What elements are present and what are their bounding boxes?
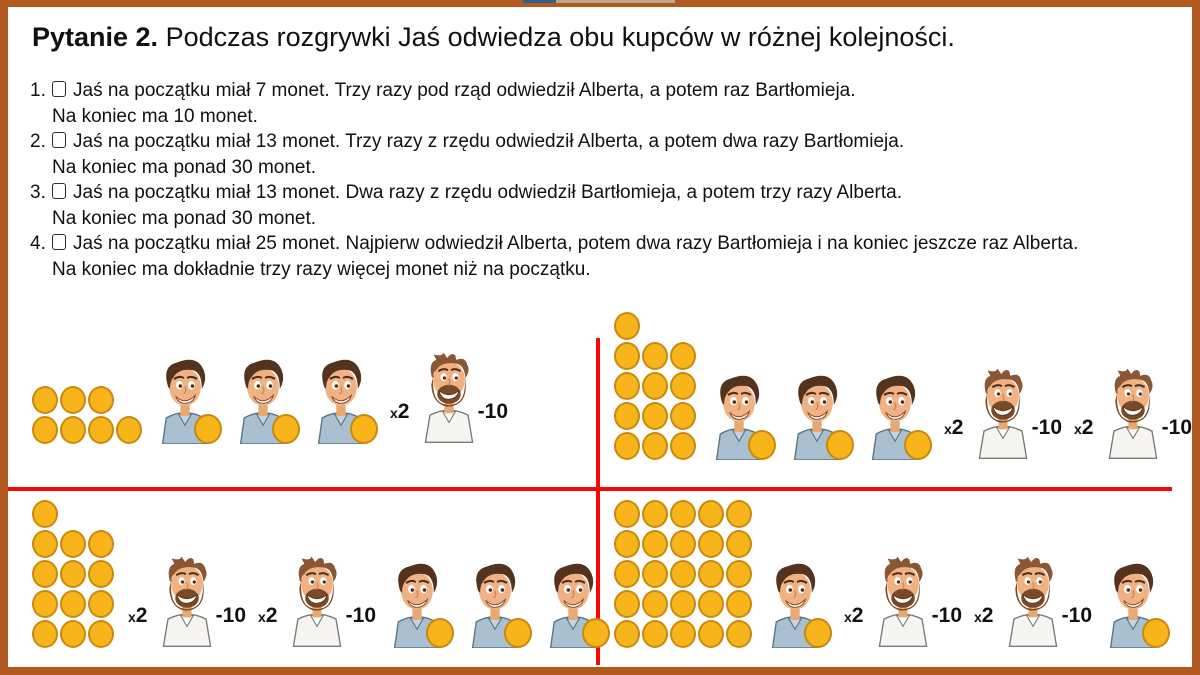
statement-list [30,78,1170,282]
multiplier-label [1074,418,1093,439]
multiplier-prefix: x [390,405,398,421]
albert-figure [710,374,768,460]
coin-icon [582,618,610,648]
bartek-figure [944,366,1062,460]
coin-icon [670,500,696,528]
coin-icon [1142,618,1170,648]
coin-icon [88,560,114,588]
coin-icon [32,620,58,648]
bartek-figure [128,554,246,648]
coin-icon [642,402,668,430]
bartek-illustration [158,554,216,648]
coin-row [32,500,114,528]
coin-row [32,620,114,648]
list-item [30,129,1170,180]
question-number: Pytanie 2. [32,22,159,52]
coin-icon [698,560,724,588]
coin-icon [670,402,696,430]
list-item [30,180,1170,231]
coin-icon [670,432,696,460]
coin-row [32,590,114,618]
quadrant-top-right [614,312,1192,460]
multiplier-value: 2 [397,400,410,423]
coin-icon [614,560,640,588]
coin-icon [60,590,86,618]
coin-icon [614,432,640,460]
multiplier-prefix: x [128,609,136,625]
coin-icon [726,620,752,648]
albert-figure [312,358,370,444]
quadrant-top-left [32,350,508,444]
coin-icon [32,386,58,414]
bartek-figure [1074,366,1192,460]
bartek-figure [258,554,376,648]
bartek-illustration [420,350,478,444]
coin-icon [726,560,752,588]
coin-icon [60,530,86,558]
coin-row [614,402,696,430]
coin-icon [614,530,640,558]
coin-icon [60,620,86,648]
coin-icon [670,620,696,648]
bartek-figure [844,554,962,648]
multiplier-value: 2 [851,604,864,627]
coin-icon [614,372,640,400]
coin-row [614,432,696,460]
multiplier-value: 2 [951,416,964,439]
quadrant-bottom-right [614,500,1170,648]
bartek-figure [974,554,1092,648]
coin-icon [726,530,752,558]
coin-icon [88,590,114,618]
bartek-figure [390,350,508,444]
item-text: Jaś na początku miał 13 monet. Dwa razy z rzędu odwiedził Bartłomieja, a potem trzy razy Alberta. [73,182,902,203]
coin-icon [642,372,668,400]
coin-icon [642,432,668,460]
coin-row [32,530,114,558]
item-number: 3. [30,182,46,203]
figure-sequence [766,554,1170,648]
coin-row [32,386,142,414]
coin-icon [60,416,86,444]
coin-icon [698,590,724,618]
subtract-label: -10 [215,604,246,627]
item-text-line2: Na koniec ma ponad 30 monet. [52,207,317,229]
coin-icon [642,560,668,588]
coin-row [614,312,696,340]
subtract-label: -10 [1031,416,1062,439]
multiplier-label [258,606,277,627]
multiplier-value: 2 [981,604,994,627]
list-item [30,231,1170,282]
bartek-illustration [1004,554,1062,648]
coin-icon [904,430,932,460]
coin-icon [698,500,724,528]
top-edge-tan-artifact [556,0,675,3]
subtract-label: -10 [931,604,962,627]
albert-figure [544,562,602,648]
coin-group [614,500,752,648]
coin-icon [670,560,696,588]
coin-icon [32,560,58,588]
albert-figure [234,358,292,444]
coin-icon [614,590,640,618]
multiplier-prefix: x [844,609,852,625]
multiplier-label [128,606,147,627]
checkbox-icon[interactable] [52,132,66,148]
quadrant-bottom-left [32,500,610,648]
coin-icon [88,386,114,414]
item-number: 4. [30,233,46,254]
checkbox-icon[interactable] [52,81,66,97]
coin-icon [726,590,752,618]
subtract-label: -10 [1061,604,1092,627]
multiplier-value: 2 [135,604,148,627]
coin-icon [642,530,668,558]
coin-icon [32,530,58,558]
albert-figure [156,358,214,444]
coin-icon [698,530,724,558]
item-text: Jaś na początku miał 25 monet. Najpierw odwiedził Alberta, potem dwa razy Bartłomieja i na koniec jeszcze raz Alberta. [73,233,1079,254]
item-text-line2: Na koniec ma ponad 30 monet. [52,156,317,178]
top-edge-blue-artifact [523,0,556,3]
coin-icon [642,590,668,618]
multiplier-label [944,418,963,439]
item-number: 1. [30,80,46,101]
checkbox-icon[interactable] [52,183,66,199]
coin-icon [60,386,86,414]
coin-group [614,312,696,460]
list-item [30,78,1170,129]
figure-sequence [710,366,1192,460]
coin-row [614,372,696,400]
item-text: Jaś na początku miał 7 monet. Trzy razy pod rząd odwiedził Alberta, a potem raz Bartłomieja. [73,80,856,101]
coin-icon [32,500,58,528]
coin-icon [670,372,696,400]
coin-icon [614,620,640,648]
multiplier-value: 2 [265,604,278,627]
subtract-label: -10 [477,400,508,423]
multiplier-label [844,606,863,627]
bartek-illustration [288,554,346,648]
coin-icon [698,620,724,648]
bartek-illustration [974,366,1032,460]
coin-icon [426,618,454,648]
coin-row [614,530,752,558]
subtract-label: -10 [345,604,376,627]
albert-figure [466,562,524,648]
coin-icon [614,500,640,528]
coin-icon [804,618,832,648]
multiplier-label [390,402,409,423]
coin-icon [116,416,142,444]
horizontal-divider-line [8,487,1172,491]
albert-figure [766,562,824,648]
coin-icon [826,430,854,460]
frame-left [0,0,8,675]
coin-icon [504,618,532,648]
coin-row [614,590,752,618]
coin-row [614,342,696,370]
coin-icon [642,342,668,370]
bartek-illustration [874,554,932,648]
coin-icon [642,500,668,528]
coin-icon [88,416,114,444]
coin-icon [642,620,668,648]
coin-icon [614,342,640,370]
multiplier-prefix: x [1074,421,1082,437]
multiplier-value: 2 [1081,416,1094,439]
albert-figure [388,562,446,648]
question-text: Podczas rozgrywki Jaś odwiedza obu kupców w różnej kolejności. [158,22,955,52]
coin-icon [670,590,696,618]
coin-icon [194,414,222,444]
coin-icon [60,560,86,588]
coin-group [32,500,114,648]
multiplier-label [974,606,993,627]
coin-icon [670,530,696,558]
frame-bottom [0,667,1200,675]
coin-icon [88,620,114,648]
coin-group [32,386,142,444]
coin-icon [670,342,696,370]
albert-figure [1104,562,1162,648]
coin-icon [748,430,776,460]
item-number: 2. [30,131,46,152]
coin-icon [32,416,58,444]
coin-icon [726,500,752,528]
coin-icon [32,590,58,618]
item-text-line2: Na koniec ma 10 monet. [52,105,258,127]
figure-sequence [128,554,610,648]
item-text: Jaś na początku miał 13 monet. Trzy razy z rzędu odwiedził Alberta, a potem dwa razy Bartłomieja. [73,131,905,152]
coin-icon [88,530,114,558]
coin-row [32,416,142,444]
coin-row [614,560,752,588]
item-text-line2: Na koniec ma dokładnie trzy razy więcej monet niż na początku. [52,258,591,280]
multiplier-prefix: x [944,421,952,437]
albert-figure [866,374,924,460]
page-title [32,22,955,53]
bartek-illustration [1104,366,1162,460]
albert-figure [788,374,846,460]
frame-right [1192,0,1200,675]
figure-sequence [156,350,508,444]
coin-icon [350,414,378,444]
multiplier-prefix: x [974,609,982,625]
multiplier-prefix: x [258,609,266,625]
coin-row [614,620,752,648]
coin-icon [614,402,640,430]
coin-row [614,500,752,528]
coin-icon [614,312,640,340]
coin-row [32,560,114,588]
checkbox-icon[interactable] [52,234,66,250]
coin-icon [272,414,300,444]
subtract-label: -10 [1161,416,1192,439]
